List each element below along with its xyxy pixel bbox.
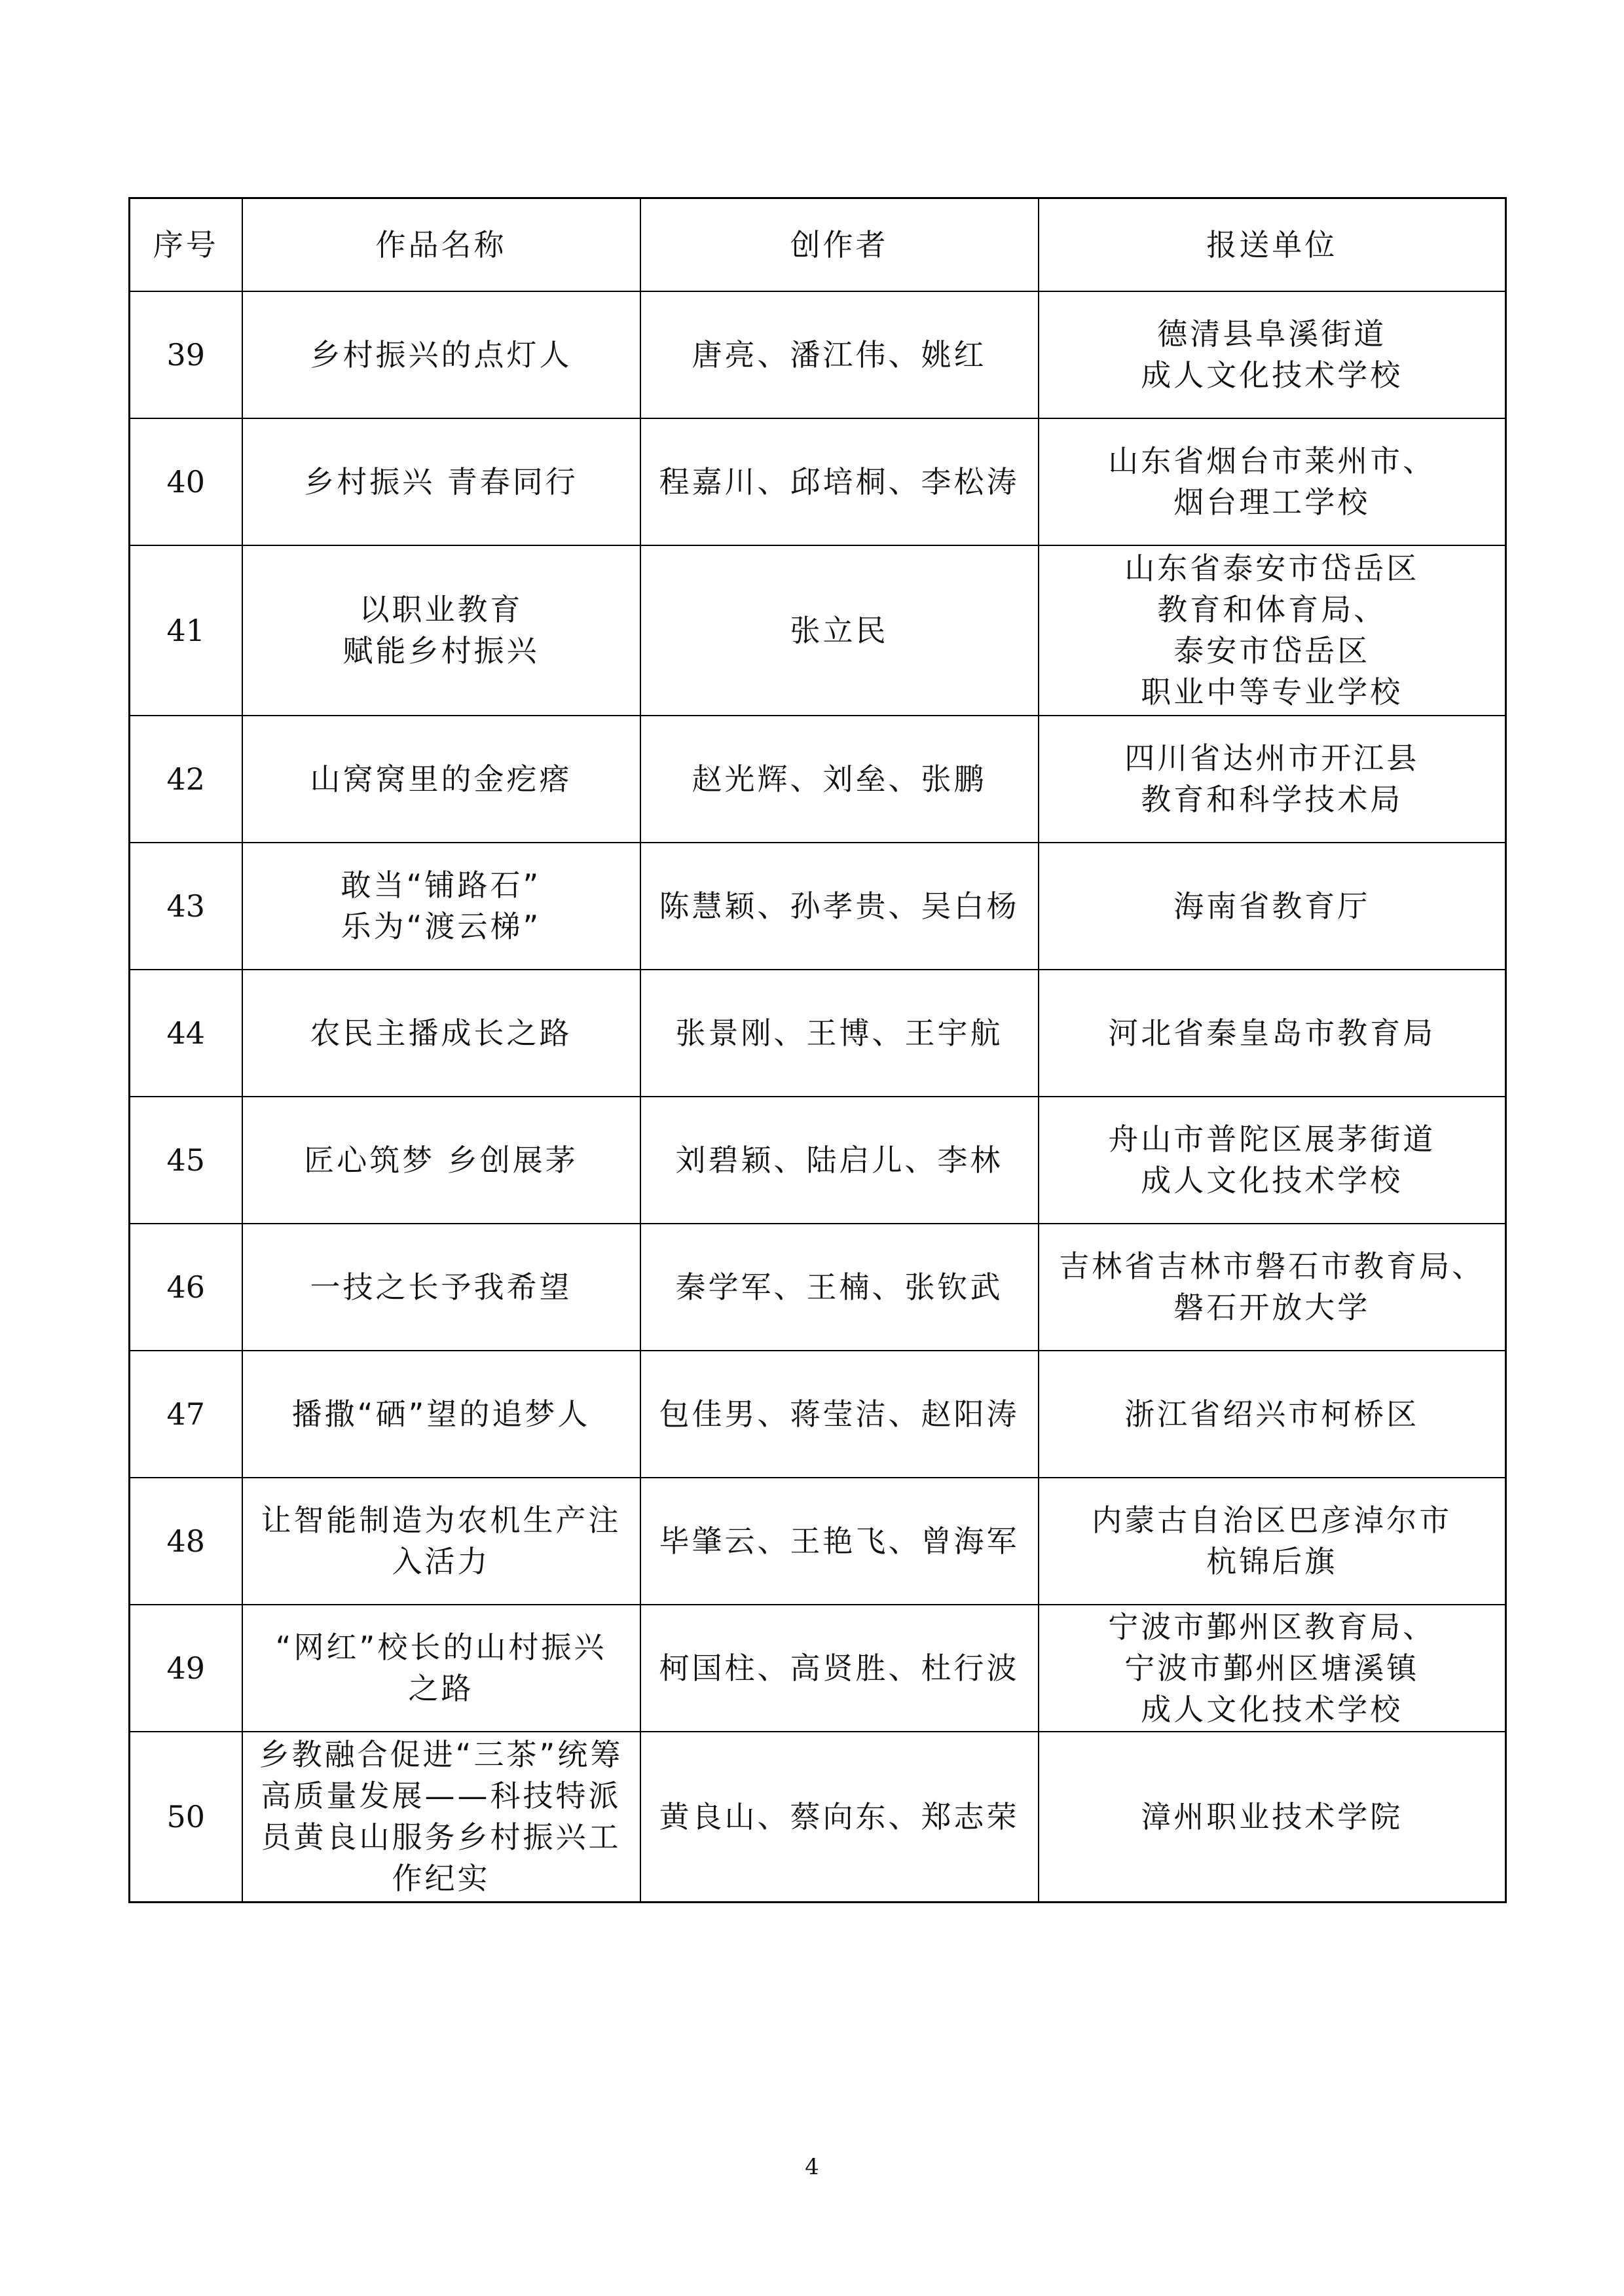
cell-submitting-unit [1039,1478,1506,1605]
table-body [130,291,1506,1903]
submitting-unit-line: 山东省泰安市岱岳区 [1124,551,1420,586]
submitting-unit-line: 内蒙古自治区巴彦淖尔市 [1092,1503,1452,1538]
cell-authors: 陈慧颖、孙孝贵、吴白杨 [640,843,1039,970]
work-title-line: 让智能制造为农机生产注 [261,1503,621,1538]
cell-submitting-unit [1039,1605,1506,1732]
work-title-line: 之路 [408,1671,474,1706]
work-title-line: 播撒“硒”望的追梦人 [291,1396,591,1432]
cell-authors: 张立民 [640,545,1039,716]
cell-serial-number: 46 [130,1224,242,1351]
cell-work-title [242,1605,640,1732]
work-title-line: 乡教融合促进“三茶”统筹 [259,1737,623,1772]
submitting-unit-line: 海南省教育厅 [1173,888,1371,924]
cell-submitting-unit [1039,1351,1506,1478]
cell-submitting-unit [1039,418,1506,545]
work-title-line: 山窝窝里的金疙瘩 [310,761,572,797]
submitting-unit-line: 教育和体育局、 [1157,592,1387,627]
cell-authors: 柯国柱、高贤胜、杜行波 [640,1605,1039,1732]
cell-serial-number: 42 [130,716,242,843]
cell-work-title [242,1478,640,1605]
table-row [130,1351,1506,1478]
work-title-line: 乡村振兴的点灯人 [310,337,572,373]
cell-work-title [242,970,640,1097]
cell-work-title [242,1224,640,1351]
works-table [128,197,1507,1903]
cell-serial-number: 45 [130,1097,242,1224]
cell-serial-number: 44 [130,970,242,1097]
submitting-unit-line: 成人文化技术学校 [1141,1691,1403,1727]
cell-authors: 赵光辉、刘垒、张鹏 [640,716,1039,843]
work-title-line: 一技之长予我希望 [310,1269,572,1305]
table-row [130,291,1506,418]
cell-serial-number: 40 [130,418,242,545]
cell-work-title [242,716,640,843]
work-title-line: “网红”校长的山村振兴 [275,1630,607,1665]
cell-serial-number: 39 [130,291,242,418]
table-row [130,970,1506,1097]
cell-submitting-unit [1039,545,1506,716]
cell-submitting-unit [1039,291,1506,418]
submitting-unit-line: 吉林省吉林市磐石市教育局、 [1059,1248,1485,1284]
cell-submitting-unit [1039,1097,1506,1224]
works-table-container [128,197,1505,1903]
work-title-line: 匠心筑梦 乡创展茅 [304,1142,578,1178]
table-row [130,418,1506,545]
work-title-line: 敢当“铺路石” [341,867,542,903]
cell-serial-number: 49 [130,1605,242,1732]
cell-submitting-unit [1039,1732,1506,1903]
submitting-unit-line: 教育和科学技术局 [1141,782,1403,817]
cell-serial-number: 41 [130,545,242,716]
submitting-unit-line: 烟台理工学校 [1173,484,1371,520]
cell-serial-number: 47 [130,1351,242,1478]
submitting-unit-line: 成人文化技术学校 [1141,357,1403,393]
table-row [130,1732,1506,1903]
cell-authors: 黄良山、蔡向东、郑志荣 [640,1732,1039,1903]
work-title-line: 作纪实 [392,1861,490,1896]
submitting-unit-line: 漳州职业技术学院 [1141,1798,1403,1834]
cell-submitting-unit [1039,843,1506,970]
submitting-unit-line: 舟山市普陀区展茅街道 [1108,1121,1436,1157]
submitting-unit-line: 磐石开放大学 [1173,1290,1371,1325]
cell-authors: 唐亮、潘江伟、姚红 [640,291,1039,418]
work-title-line: 高质量发展——科技特派 [261,1778,621,1813]
table-row [130,1605,1506,1732]
page-number: 4 [805,2154,819,2180]
cell-authors: 张景刚、王博、王宇航 [640,970,1039,1097]
work-title-line: 乡村振兴 青春同行 [304,464,578,500]
cell-work-title [242,291,640,418]
submitting-unit-line: 浙江省绍兴市柯桥区 [1124,1396,1420,1432]
work-title-line: 赋能乡村振兴 [342,633,540,668]
work-title-line: 农民主播成长之路 [310,1015,572,1051]
work-title-line: 乐为“渡云梯” [341,909,542,944]
cell-authors: 程嘉川、邱培桐、李松涛 [640,418,1039,545]
submitting-unit-line: 泰安市岱岳区 [1173,633,1371,668]
cell-authors: 包佳男、蒋莹洁、赵阳涛 [640,1351,1039,1478]
table-row [130,843,1506,970]
submitting-unit-line: 宁波市鄞州区教育局、 [1108,1609,1436,1645]
cell-authors: 毕肇云、王艳飞、曾海军 [640,1478,1039,1605]
cell-authors: 刘碧颖、陆启儿、李林 [640,1097,1039,1224]
cell-serial-number: 50 [130,1732,242,1903]
header-serial-number: 序号 [130,198,242,292]
cell-submitting-unit [1039,970,1506,1097]
cell-work-title [242,843,640,970]
cell-work-title [242,1351,640,1478]
header-submitting-unit: 报送单位 [1039,198,1506,292]
submitting-unit-line: 德清县阜溪街道 [1157,316,1387,352]
submitting-unit-line: 河北省秦皇岛市教育局 [1108,1015,1436,1051]
submitting-unit-line: 宁波市鄞州区塘溪镇 [1124,1650,1420,1686]
submitting-unit-line: 山东省烟台市莱州市、 [1108,443,1436,479]
submitting-unit-line: 四川省达州市开江县 [1124,740,1420,776]
work-title-line: 员黄良山服务乡村振兴工 [261,1819,621,1855]
work-title-line: 入活力 [392,1544,490,1579]
cell-work-title [242,1097,640,1224]
table-row [130,1224,1506,1351]
submitting-unit-line: 成人文化技术学校 [1141,1163,1403,1198]
submitting-unit-line: 职业中等专业学校 [1141,674,1403,710]
cell-submitting-unit [1039,1224,1506,1351]
cell-serial-number: 48 [130,1478,242,1605]
cell-work-title [242,545,640,716]
header-work-title: 作品名称 [242,198,640,292]
work-title-line: 以职业教育 [359,592,523,627]
table-row [130,545,1506,716]
cell-authors: 秦学军、王楠、张钦武 [640,1224,1039,1351]
cell-work-title [242,418,640,545]
table-row [130,1478,1506,1605]
cell-work-title [242,1732,640,1903]
submitting-unit-line: 杭锦后旗 [1206,1544,1338,1579]
table-header-row [130,198,1506,292]
cell-submitting-unit [1039,716,1506,843]
header-authors: 创作者 [640,198,1039,292]
cell-serial-number: 43 [130,843,242,970]
table-row [130,716,1506,843]
table-row [130,1097,1506,1224]
